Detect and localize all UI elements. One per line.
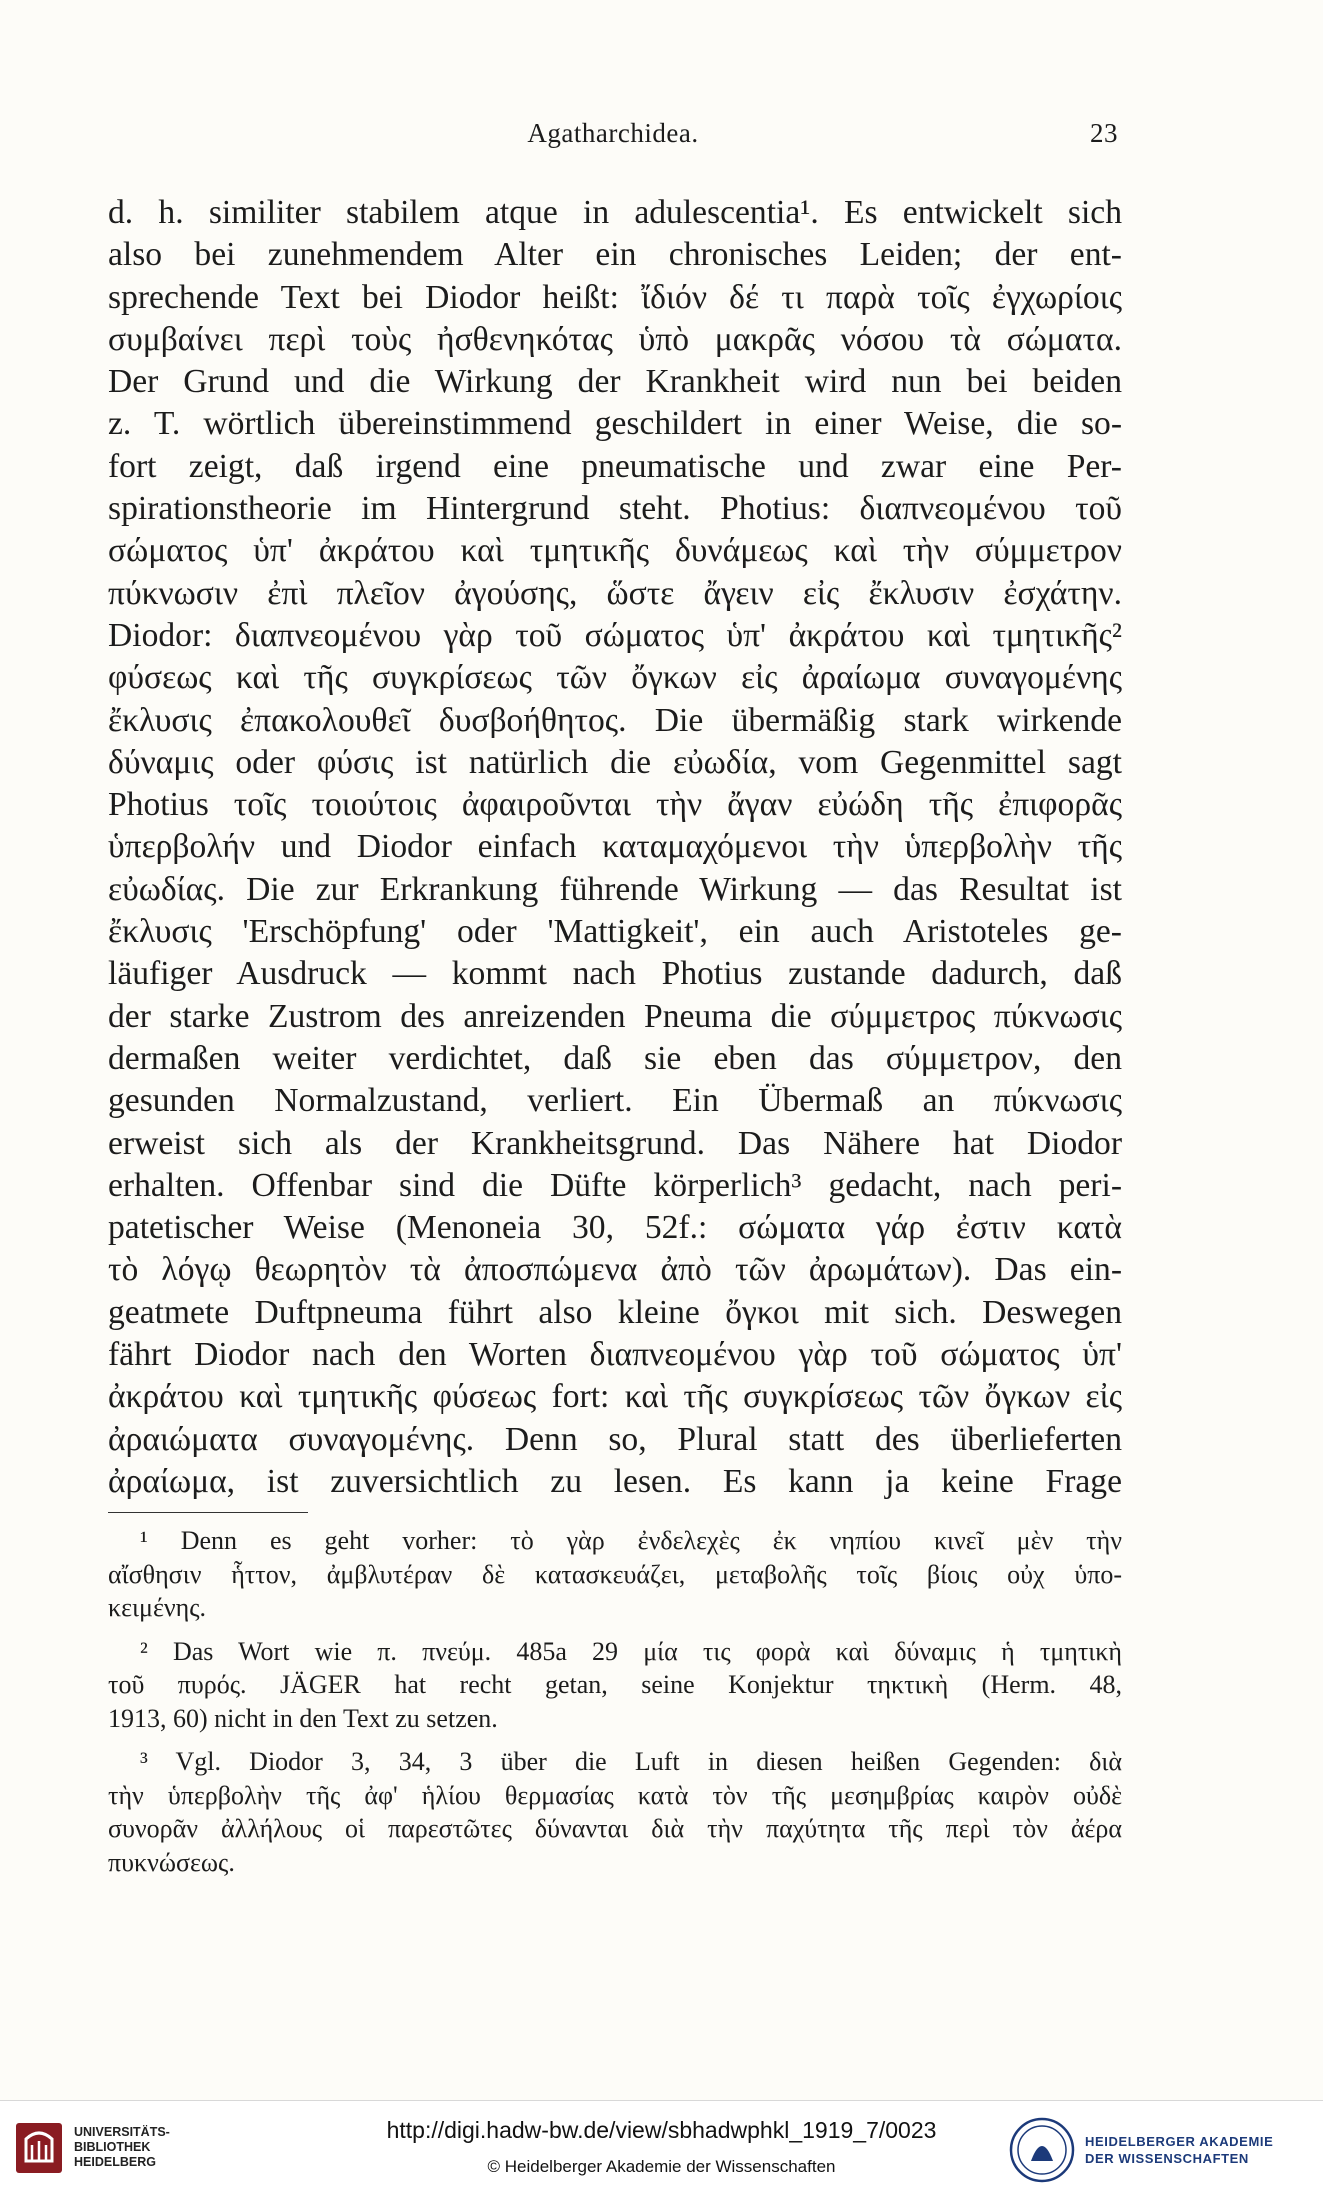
academy-logo-text (1085, 2133, 1273, 2167)
text-line: der starke Zustrom des anreizenden Pneuma die σύμμετρος πύκνωσις (108, 997, 1122, 1035)
footnote-line: ¹ Denn es geht vorher: τὸ γὰρ ἐνδελεχὲς ἐκ νηπίου κινεῖ μὲν τὴν (140, 1526, 1122, 1555)
text-line: τὸ λόγῳ θεωρητὸν τὰ ἀποσπώμενα ἀπὸ τῶν ἀρωμάτων). Das ein- (108, 1251, 1122, 1289)
text-line: Photius τοῖς τοιούτοις ἀφαιροῦνται τὴν ἄγαν εὐώδη τῆς ἐπιφορᾶς (108, 786, 1122, 824)
text-line: patetischer Weise (Menoneia 30, 52f.: σώματα γάρ ἐστιν κατὰ (108, 1209, 1122, 1247)
permalink-url[interactable]: http://digi.hadw-bw.de/view/sbhadwphkl_1919_7/0023 (386, 2117, 937, 2143)
footnote-line: τοῦ πυρός. JÄGER hat recht getan, seine Konjektur τηκτικὴ (Herm. 48, (108, 1670, 1122, 1699)
text-line: gesunden Normalzustand, verliert. Ein Übermaß an πύκνωσις (108, 1082, 1122, 1120)
text-line: εὐωδίας. Die zur Erkrankung führende Wirkung — das Resultat ist (108, 870, 1122, 908)
running-head (108, 118, 1118, 158)
logo-line: DER WISSENSCHAFTEN (1085, 2151, 1249, 2166)
copyright-notice: © Heidelberger Akademie der Wissenschaften (487, 2157, 836, 2176)
text-line: geatmete Duftpneuma führt also kleine ὄγκοι mit sich. Deswegen (108, 1293, 1122, 1331)
viewer-footer (0, 2100, 1323, 2197)
text-line: φύσεως καὶ τῆς συγκρίσεως τῶν ὄγκων εἰς ἀραίωμα συναγομένης (108, 659, 1122, 697)
footnote-3 (108, 1745, 1122, 1879)
text-line: d. h. similiter stabilem atque in adulescentia¹. Es entwickelt sich (108, 194, 1122, 231)
text-line: ἀκράτου καὶ τμητικῆς φύσεως fort: καὶ τῆς συγκρίσεως τῶν ὄγκων εἰς (108, 1378, 1122, 1416)
footnote-line: τὴν ὑπερβολὴν τῆς ἀφ' ἡλίου θερμασίας κατὰ τὸν τῆς μεσημβρίας καιρὸν οὐδὲ (108, 1780, 1122, 1810)
text-line: δύναμις oder φύσις ist natürlich die εὐωδία, vom Gegenmittel sagt (108, 743, 1122, 781)
logo-line: BIBLIOTHEK (74, 2140, 151, 2154)
text-line: fort zeigt, daß irgend eine pneumatische und zwar eine Per- (108, 447, 1122, 485)
text-line: ὑπερβολήν und Diodor einfach καταμαχόμενοι τὴν ὑπερβολὴν τῆς (108, 828, 1122, 866)
footnote-line: κειμένης. (108, 1593, 207, 1622)
footnote-line: αἴσθησιν ἧττον, ἀμβλυτέραν δὲ κατασκευάζει, μεταβολῆς τοῖς βίοις οὐχ ὑπο- (108, 1559, 1122, 1589)
text-line: erweist sich als der Krankheitsgrund. Das Nähere hat Diodor (108, 1124, 1122, 1162)
footnotes (108, 1524, 1122, 1889)
footnote-2 (108, 1635, 1122, 1736)
academy-logo[interactable] (1009, 2117, 1309, 2187)
text-line: also bei zunehmendem Alter ein chronisches Leiden; der ent- (108, 236, 1122, 274)
text-line: ἀραιώματα συναγομένης. Denn so, Plural statt des überlieferten (108, 1420, 1122, 1458)
page-number: 23 (1090, 118, 1118, 148)
text-line: ἔκλυσις 'Erschöpfung' oder 'Mattigkeit', ein auch Aristoteles ge- (108, 913, 1122, 951)
footnote-line: ³ Vgl. Diodor 3, 34, 3 über die Luft in diesen heißen Gegenden: διὰ (140, 1747, 1122, 1776)
text-line: ἀραίωμα, ist zuversichtlich zu lesen. Es kann ja keine Frage (108, 1462, 1122, 1500)
text-line: ἔκλυσις ἐπακολουθεῖ δυσβοήθητος. Die übermäßig stark wirkende (108, 701, 1122, 739)
footnote-line: 1913, 60) nicht in den Text zu setzen. (108, 1703, 498, 1733)
body-text (108, 192, 1122, 1503)
text-line: spirationstheorie im Hintergrund steht. Photius: διαπνεομένου τοῦ (108, 490, 1122, 528)
academy-seal-icon (1009, 2117, 1075, 2183)
footnote-1 (108, 1524, 1122, 1625)
logo-line: HEIDELBERG (74, 2155, 156, 2169)
text-line: συμβαίνει περὶ τοὺς ἠσθενηκότας ὑπὸ μακρᾶς νόσου τὰ σώματα. (108, 320, 1122, 358)
footnote-divider (108, 1512, 308, 1513)
text-line: fährt Diodor nach den Worten διαπνεομένου γὰρ τοῦ σώματος ὑπ' (108, 1336, 1122, 1374)
footnote-line: ² Das Wort wie π. πνεύμ. 485a 29 μία τις φορὰ καὶ δύναμις ἡ τμητικὴ (140, 1636, 1122, 1666)
running-head-title: Agatharchidea. (527, 118, 699, 148)
text-line: erhalten. Offenbar sind die Düfte körperlich³ gedacht, nach peri- (108, 1166, 1122, 1204)
text-line: Der Grund und die Wirkung der Krankheit wird nun bei beiden (108, 363, 1122, 401)
text-line: dermaßen weiter verdichtet, daß sie eben das σύμμετρον, den (108, 1039, 1122, 1077)
text-line: πύκνωσιν ἐπὶ πλεῖον ἀγούσης, ὥστε ἄγειν εἰς ἔκλυσιν ἐσχάτην. (108, 574, 1122, 612)
text-line: Diodor: διαπνεομένου γὰρ τοῦ σώματος ὑπ' ἀκράτου καὶ τμητικῆς² (108, 616, 1122, 654)
text-line: läufiger Ausdruck — kommt nach Photius zustande dadurch, daß (108, 955, 1122, 993)
text-line: σώματος ὑπ' ἀκράτου καὶ τμητικῆς δυνάμεως καὶ τὴν σύμμετρον (108, 532, 1122, 570)
footnote-line: συνορᾶν ἀλλήλους οἱ παρεστῶτες δύνανται διὰ τὴν παχύτητα τῆς περὶ τὸν ἀέρα (108, 1814, 1122, 1843)
logo-line: HEIDELBERGER AKADEMIE (1085, 2134, 1274, 2149)
text-line: z. T. wörtlich übereinstimmend geschildert in einer Weise, die so- (108, 405, 1122, 443)
footnote-line: πυκνώσεως. (108, 1847, 235, 1877)
logo-line: UNIVERSITÄTS- (74, 2125, 170, 2139)
text-line: sprechende Text bei Diodor heißt: ἴδιόν δέ τι παρὰ τοῖς ἐγχωρίοις (108, 278, 1122, 316)
